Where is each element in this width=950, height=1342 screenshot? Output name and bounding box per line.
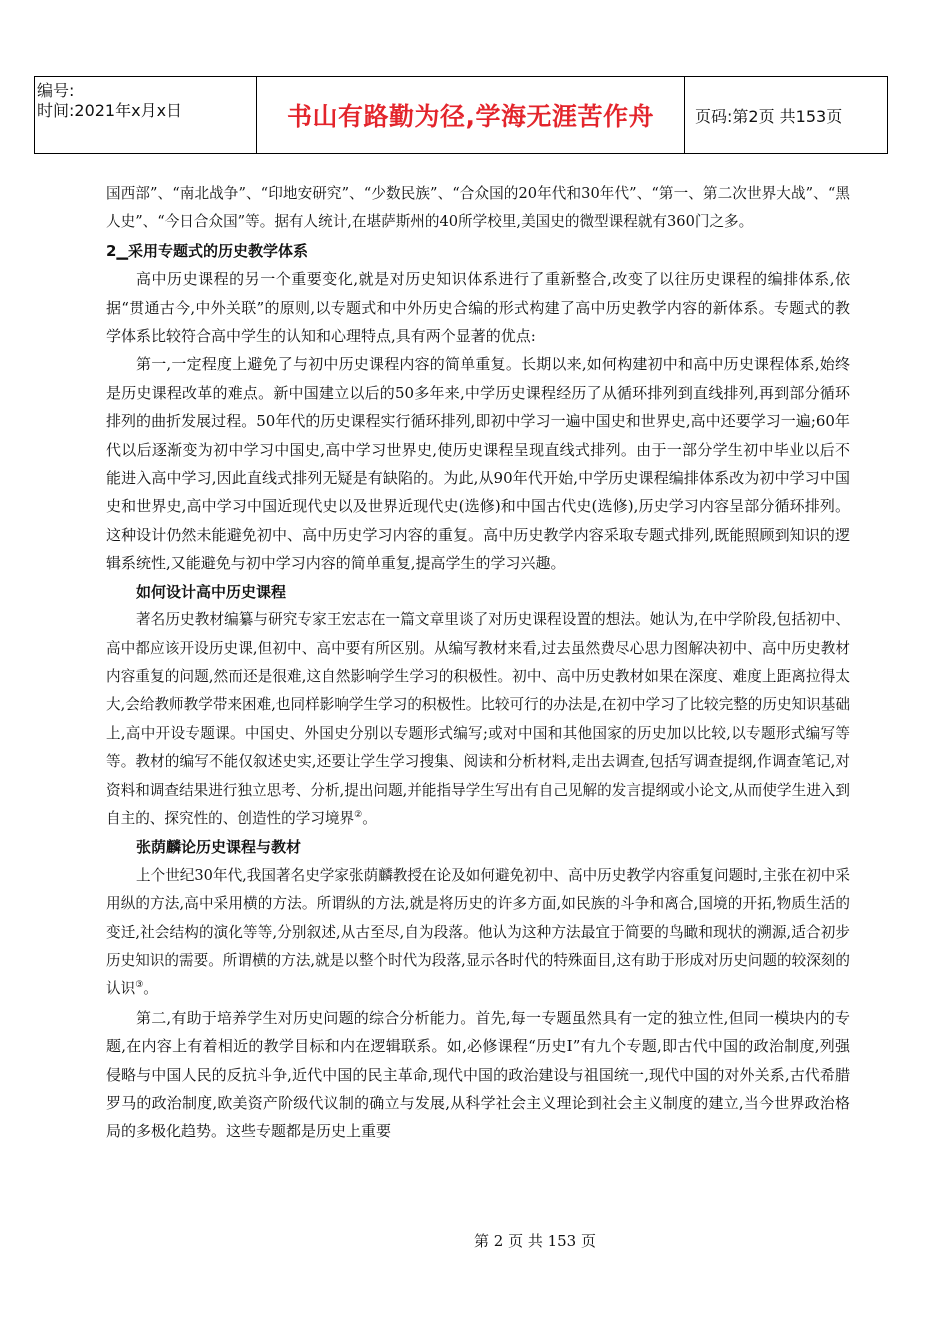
page-info: 页码:第2页 共153页 <box>695 106 843 126</box>
paragraph-2: 高中历史课程的另一个重要变化,就是对历史知识体系进行了重新整合,改变了以往历史课程的编排体系,依据“贯通古今,中外关联”的原则,以专题式和中外历史合编的形式构建了高中历史教学内容的新体系。专题式的教学体系比较符合高中学生的认知和心理特点,具有两个显著的优点: <box>106 270 850 346</box>
paragraph-3: 第一,一定程度上避免了与初中历史课程内容的简单重复。长期以来,如何构建初中和高中历史课程体系,始终是历史课程改革的难点。新中国建立以后的50多年来,中学历史课程经历了从循环排列到直线排列,再到部分循环排列的曲折发展过程。50年代的历史课程实行循环排列,即初中学习一遍中国史和世界史,高中还要学习一遍;60年代以后逐渐变为初中学习中国史,高中学习世界史,使历史课程呈现直线式排列。由于一部分学生初中毕业以后不能进入高中学习,因此直线式排列无疑是有缺陷的。为此,从90年代开始,中学历史课程编排体系改为初中学习中国史和世界史,高中学习中国近现代史以及世界近现代史(选修)和中国古代史(选修),历史学习内容呈部分循环排列。这种设计仍然未能避免初中、高中历史学习内容的重复。高中历史教学内容采取专题式排列,既能照顾到知识的逻辑系统性,又能避免与初中学习内容的简单重复,提高学生的学习兴趣。 <box>106 355 850 573</box>
motto: 书山有路勤为径,学海无涯苦作舟 <box>257 77 685 153</box>
paragraph-4 <box>106 606 850 833</box>
paragraph-4-end: 。 <box>362 809 377 827</box>
serial-label: 编号: <box>37 81 75 100</box>
page-footer: 第 2 页 共 153 页 <box>473 1232 596 1250</box>
paragraph-1: 国西部”、“南北战争”、“印地安研究”、“少数民族”、“合众国的20年代和30年代”、“第一、第二次世界大战”、“黑人史”、“今日合众国”等。据有人统计,在堪萨斯州的40所学校里,美国史的微型课程就有360门之多。 <box>106 185 850 231</box>
paragraph-6: 第二,有助于培养学生对历史问题的综合分析能力。首先,每一专题虽然具有一定的独立性,但同一模块内的专题,在内容上有着相近的教学目标和内在逻辑联系。如,必修课程“历史Ⅰ”有九个专题,即古代中国的政治制度,列强侵略与中国人民的反抗斗争,近代中国的民主革命,现代中国的政治建设与祖国统一,现代中国的对外关系,古代希腊罗马的政治制度,欧美资产阶级代议制的确立与发展,从科学社会主义理论到社会主义制度的建立,当今世界政治格局的多极化趋势。这些专题都是历史上重要 <box>106 1008 850 1141</box>
box-heading-zhang: 张荫麟论历史课程与教材 <box>136 838 302 857</box>
paragraph-4-text: 著名历史教材编纂与研究专家王宏志在一篇文章里谈了对历史课程设置的想法。她认为,在中学阶段,包括初中、高中都应该开设历史课,但初中、高中要有所区别。从编写教材来看,过去虽然费尽心思力图解决初中、高中历史教材内容重复的问题,然而还是很难,这自然影响学生学习的积极性。初中、高中历史教材如果在深度、难度上距离拉得太大,会给教师教学带来困难,也同样影响学生学习的积极性。比较可行的办法是,在初中学习了比较完整的历史知识基础上,高中开设专题课。中国史、外国史分别以专题形式编写;或对中国和其他国家的历史加以比较,以专题形式编写等等。教材的编写不能仅叙述史实,还要让学生学习搜集、阅读和分析材料,走出去调查,包括写调查提纲,作调查笔记,对资料和调查结果进行独立思考、分析,提出问题,并能指导学生写出有自己见解的发言提纲或小论文,从而使学生进入到自主的、探究性的、创造性的学习境界 <box>106 611 850 827</box>
paragraph-5 <box>106 862 850 1004</box>
footnote-ref-3: ③ <box>135 980 144 991</box>
document-body <box>106 180 850 1146</box>
box-heading-design: 如何设计高中历史课程 <box>136 582 287 601</box>
time-label: 时间:2021年x月x日 <box>37 101 183 120</box>
paragraph-5-text: 上个世纪30年代,我国著名史学家张荫麟教授在论及如何避免初中、高中历史教学内容重复问题时,主张在初中采用纵的方法,高中采用横的方法。所谓纵的方法,就是将历史的许多方面,如民族的斗争和离合,国境的开拓,物质生活的变迁,社会结构的演化等等,分别叙述,从古至尽,自为段落。他认为这种方法最宜于简要的鸟瞰和现状的溯源,适合初步历史知识的需要。所谓横的方法,就是以整个时代为段落,显示各时代的特殊面目,这有助于形成对历史问题的较深刻的认识 <box>106 866 850 998</box>
header-table <box>34 76 888 154</box>
paragraph-5-end: 。 <box>143 980 158 998</box>
section-heading-2: 2▁采用专题式的历史教学体系 <box>106 241 308 260</box>
header-meta-cell <box>35 77 257 153</box>
footnote-ref-2: ② <box>354 810 363 821</box>
